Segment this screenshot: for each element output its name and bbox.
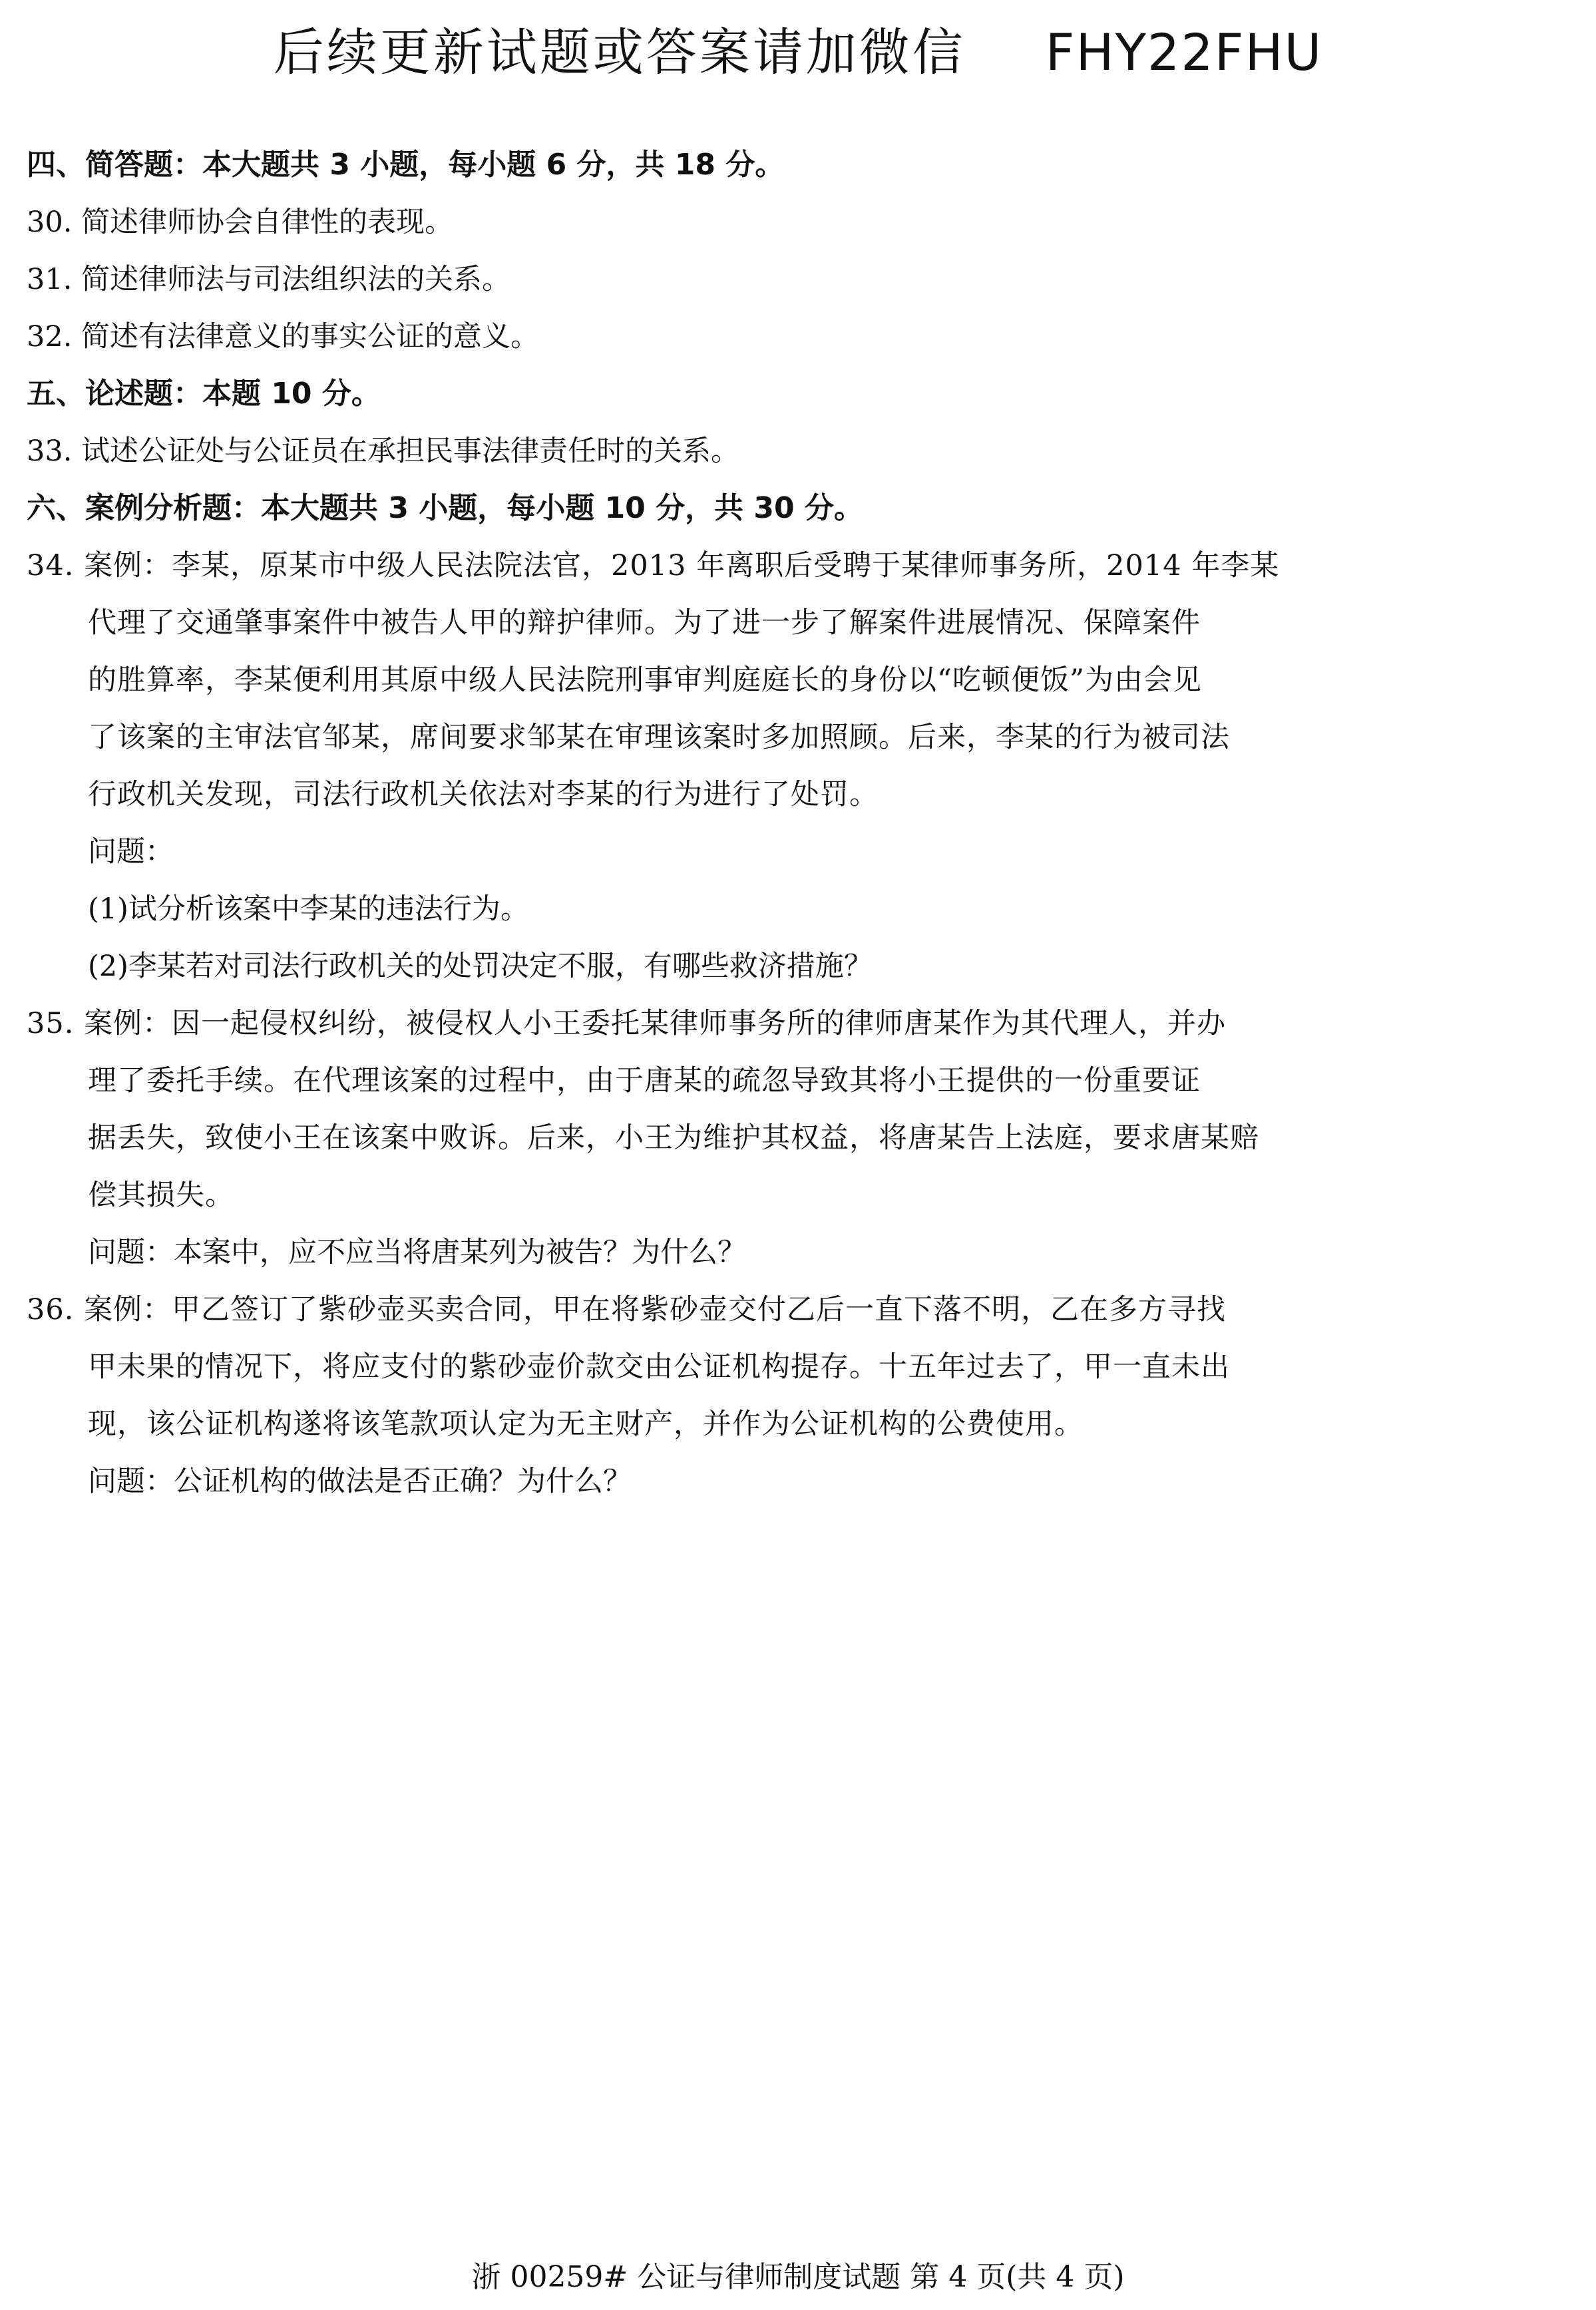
question-35-line: 理了委托手续。在代理该案的过程中，由于唐某的疏忽导致其将小王提供的一份重要证 bbox=[88, 1064, 1201, 1097]
page-header bbox=[0, 12, 1596, 85]
question-34-sub-2: (2)李某若对司法行政机关的处罚决定不服，有哪些救济措施？ bbox=[88, 950, 873, 983]
question-34-label: 问题： bbox=[88, 835, 174, 868]
question-34-line: 代理了交通肇事案件中被告人甲的辩护律师。为了进一步了解案件进展情况、保障案件 bbox=[88, 606, 1201, 640]
question-36-line: 甲未果的情况下，将应支付的紫砂壶价款交由公证机构提存。十五年过去了，甲一直未出 bbox=[88, 1350, 1230, 1384]
question-36-line: 现，该公证机构遂将该笔款项认定为无主财产，并作为公证机构的公费使用。 bbox=[88, 1408, 1084, 1441]
section-4-title: 四、简答题：本大题共 3 小题，每小题 6 分，共 18 分。 bbox=[27, 148, 785, 182]
question-31: 31. 简述律师法与司法组织法的关系。 bbox=[27, 263, 511, 296]
question-35-line: 偿其损失。 bbox=[88, 1179, 234, 1212]
question-36 bbox=[27, 1281, 1544, 1510]
question-34-sub-1: (1)试分析该案中李某的违法行为。 bbox=[88, 892, 529, 926]
question-34-line: 行政机关发现，司法行政机关依法对李某的行为进行了处罚。 bbox=[88, 778, 879, 811]
exam-content bbox=[27, 136, 1544, 1510]
header-code: FHY22FHU bbox=[1045, 23, 1323, 82]
page-footer: 浙 00259# 公证与律师制度试题 第 4 页(共 4 页) bbox=[471, 2260, 1125, 2294]
question-34 bbox=[27, 537, 1544, 995]
question-34-line: 34. 案例：李某，原某市中级人民法院法官，2013 年离职后受聘于某律师事务所，2014 年李某 bbox=[27, 549, 1280, 582]
question-35 bbox=[27, 995, 1544, 1281]
section-6-title: 六、案例分析题：本大题共 3 小题，每小题 10 分，共 30 分。 bbox=[27, 491, 863, 525]
question-35-line: 据丢失，致使小王在该案中败诉。后来，小王为维护其权益，将唐某告上法庭，要求唐某赔 bbox=[88, 1121, 1259, 1155]
question-36-line: 36. 案例：甲乙签订了紫砂壶买卖合同，甲在将紫砂壶交付乙后一直下落不明，乙在多方寻找 bbox=[27, 1293, 1227, 1326]
question-33: 33. 试述公证处与公证员在承担民事法律责任时的关系。 bbox=[27, 435, 740, 468]
question-35-question: 问题：本案中，应不应当将唐某列为被告？为什么？ bbox=[88, 1236, 746, 1269]
header-text: 后续更新试题或答案请加微信 bbox=[273, 23, 966, 82]
question-34-line: 了该案的主审法官邹某，席间要求邹某在审理该案时多加照顾。后来，李某的行为被司法 bbox=[88, 721, 1230, 754]
question-32: 32. 简述有法律意义的事实公证的意义。 bbox=[27, 320, 540, 353]
question-34-line: 的胜算率，李某便利用其原中级人民法院刑事审判庭庭长的身份以“吃顿便饭”为由会见 bbox=[88, 664, 1202, 697]
question-30: 30. 简述律师协会自律性的表现。 bbox=[27, 206, 454, 239]
question-36-question: 问题：公证机构的做法是否正确？为什么？ bbox=[88, 1465, 632, 1498]
section-5-title: 五、论述题：本题 10 分。 bbox=[27, 377, 381, 411]
question-35-line: 35. 案例：因一起侵权纠纷，被侵权人小王委托某律师事务所的律师唐某作为其代理人，并办 bbox=[27, 1007, 1227, 1040]
